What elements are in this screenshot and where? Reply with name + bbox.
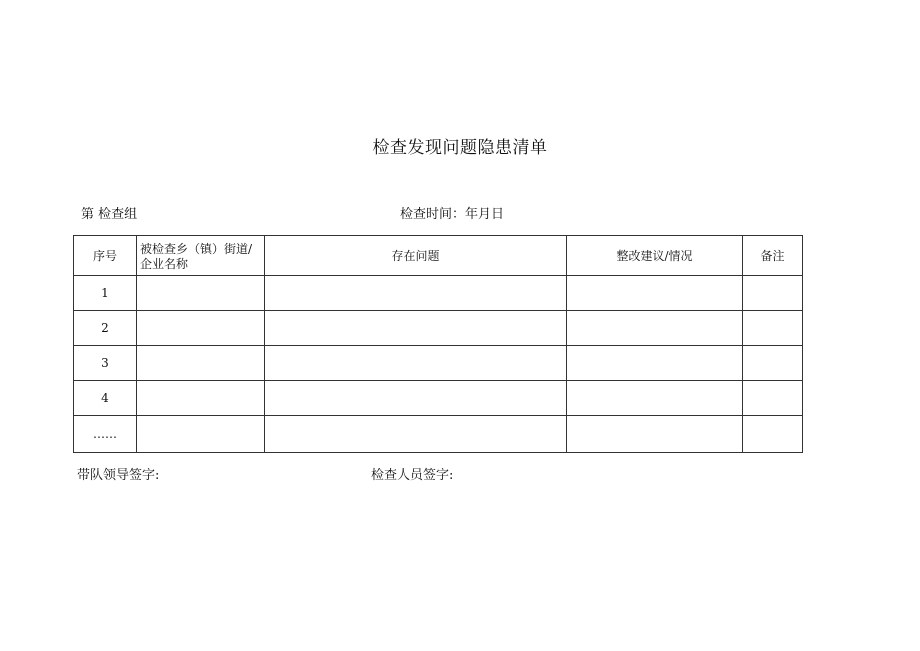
header-index: 序号 [74, 236, 137, 276]
row-issues-cell[interactable] [265, 416, 567, 453]
header-unit-line2: 企业名称 [140, 256, 189, 271]
header-unit [137, 236, 265, 276]
table-row [74, 416, 803, 453]
row-issues-cell[interactable] [265, 346, 567, 381]
header-suggestion: 整改建议/情况 [567, 236, 743, 276]
table-header-row [74, 236, 803, 276]
inspection-group-label: 第 检查组 [81, 207, 138, 222]
row-issues-cell[interactable] [265, 381, 567, 416]
row-issues-cell[interactable] [265, 311, 567, 346]
row-remarks-cell[interactable] [743, 311, 803, 346]
row-index: 2 [74, 311, 137, 346]
row-unit-cell[interactable] [137, 381, 265, 416]
inspection-time-label: 检查时间：年月日 [400, 207, 505, 222]
row-suggestion-cell[interactable] [567, 381, 743, 416]
row-index: 3 [74, 346, 137, 381]
row-remarks-cell[interactable] [743, 346, 803, 381]
table-row [74, 276, 803, 311]
row-suggestion-cell[interactable] [567, 276, 743, 311]
table-row [74, 346, 803, 381]
row-remarks-cell[interactable] [743, 416, 803, 453]
table-row [74, 311, 803, 346]
header-issues: 存在问题 [265, 236, 567, 276]
header-unit-line1: 被检查乡（镇）街道/ [140, 241, 253, 256]
leader-signature-label: 带队领导签字: [77, 468, 160, 483]
issues-table [73, 235, 803, 453]
row-unit-cell[interactable] [137, 311, 265, 346]
row-remarks-cell[interactable] [743, 381, 803, 416]
row-index: 4 [74, 381, 137, 416]
row-suggestion-cell[interactable] [567, 416, 743, 453]
row-index: 1 [74, 276, 137, 311]
inspector-signature-label: 检查人员签字: [371, 468, 454, 483]
row-unit-cell[interactable] [137, 416, 265, 453]
table-row [74, 381, 803, 416]
row-suggestion-cell[interactable] [567, 346, 743, 381]
row-index: …… [74, 416, 137, 453]
row-remarks-cell[interactable] [743, 276, 803, 311]
row-issues-cell[interactable] [265, 276, 567, 311]
row-suggestion-cell[interactable] [567, 311, 743, 346]
document-title: 检查发现问题隐患清单 [372, 138, 548, 158]
row-unit-cell[interactable] [137, 346, 265, 381]
row-unit-cell[interactable] [137, 276, 265, 311]
header-remarks: 备注 [743, 236, 803, 276]
